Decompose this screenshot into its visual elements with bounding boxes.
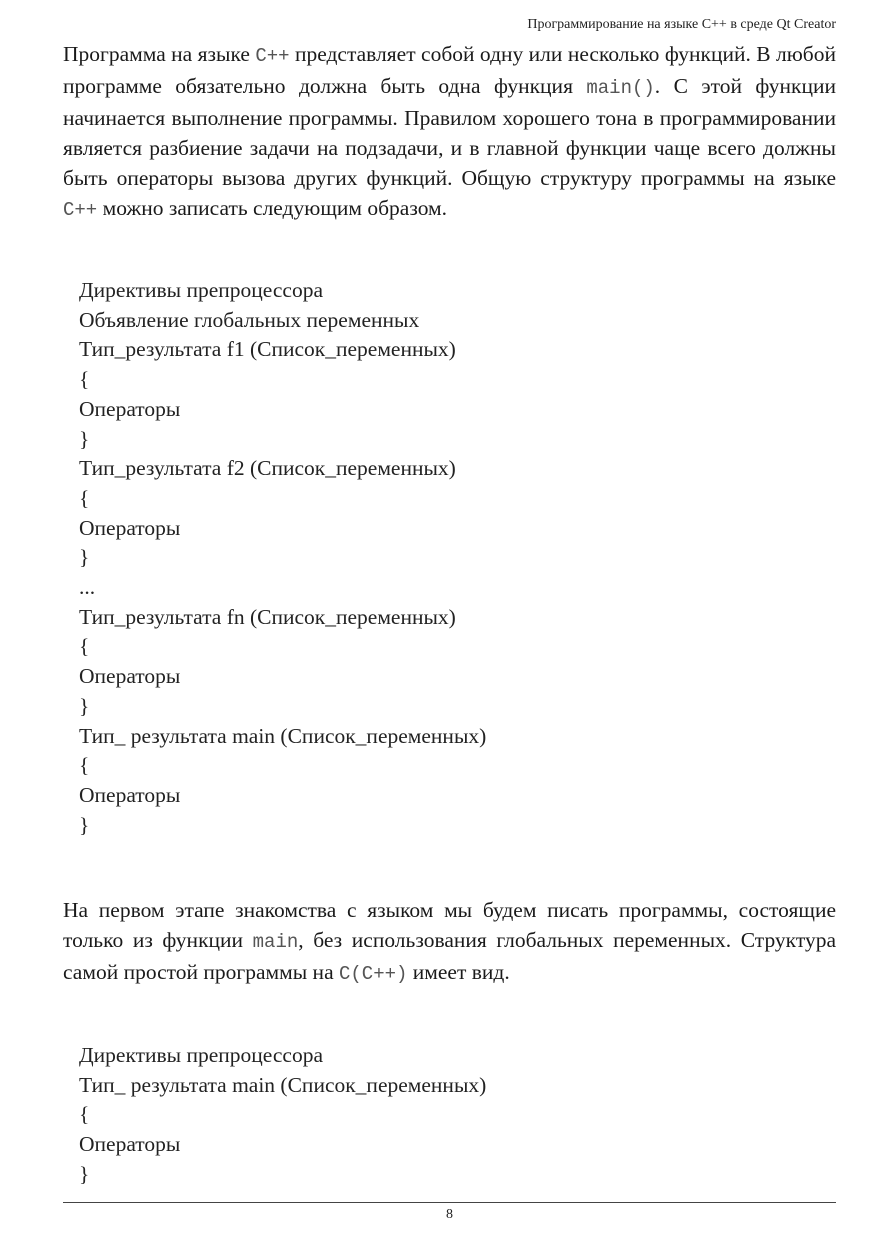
- code-line: Объявление глобальных переменных: [79, 307, 420, 332]
- code-line: Тип_результата f1 (Список_переменных): [79, 337, 456, 362]
- code-line: }: [79, 812, 90, 837]
- paragraph-text: можно записать следующим образом.: [97, 196, 448, 220]
- footer-divider: [63, 1202, 836, 1203]
- paragraph-text: . С этой функции начинается выполнение программы. Правилом хорошего тона в программировании является разбиение задачи на подзадачи, и в главной функции чаще всего должны быть операторы вызова других функций. Общую структуру программы на языке: [63, 74, 836, 190]
- paragraph-text: представляет собой одну или несколько функций. В любой программе обязательно должна быть одна функция: [63, 42, 837, 98]
- code-line: ...: [79, 575, 96, 600]
- code-line: Операторы: [79, 1132, 181, 1157]
- code-term: main(): [586, 77, 655, 99]
- code-line: Операторы: [79, 515, 181, 540]
- code-term: main: [252, 931, 299, 953]
- code-line: {: [79, 634, 90, 659]
- program-structure-listing: [79, 276, 486, 840]
- code-line: Тип_ результата main (Список_переменных): [79, 723, 487, 748]
- code-line: }: [79, 426, 90, 451]
- code-line: {: [79, 1102, 90, 1127]
- code-term: C++: [255, 45, 290, 67]
- code-line: {: [79, 753, 90, 778]
- code-line: Тип_ результата main (Список_переменных): [79, 1072, 487, 1097]
- code-line: Директивы препроцессора: [79, 278, 324, 302]
- code-line: Тип_результата f2 (Список_переменных): [79, 456, 456, 481]
- paragraph-text: Программа на языке: [63, 42, 256, 66]
- code-line: Операторы: [79, 396, 181, 421]
- code-line: Операторы: [79, 664, 181, 689]
- paragraph-text: имеет вид.: [407, 960, 510, 984]
- intro-paragraph: [63, 39, 836, 225]
- code-line: Тип_результата fn (Список_переменных): [79, 604, 456, 629]
- code-line: Директивы препроцессора: [79, 1043, 324, 1067]
- running-header: Программирование на языке C++ в среде Qt Creator: [527, 17, 836, 32]
- code-line: }: [79, 1161, 90, 1186]
- code-line: }: [79, 545, 90, 570]
- code-line: {: [79, 485, 90, 510]
- code-line: }: [79, 693, 90, 718]
- page-number: 8: [446, 1207, 453, 1222]
- main-only-paragraph: [63, 895, 836, 989]
- code-term: C++: [63, 199, 98, 221]
- code-line: Операторы: [79, 782, 181, 807]
- code-line: {: [79, 367, 90, 392]
- code-term: C(C++): [338, 963, 408, 985]
- paragraph-text: , без использования глобальных переменных. Структура самой простой программы на: [63, 928, 836, 984]
- paragraph-text: На первом этапе знакомства с языком мы будем писать программы, состоящие только из функции: [63, 898, 836, 952]
- simple-program-listing: [79, 1041, 486, 1190]
